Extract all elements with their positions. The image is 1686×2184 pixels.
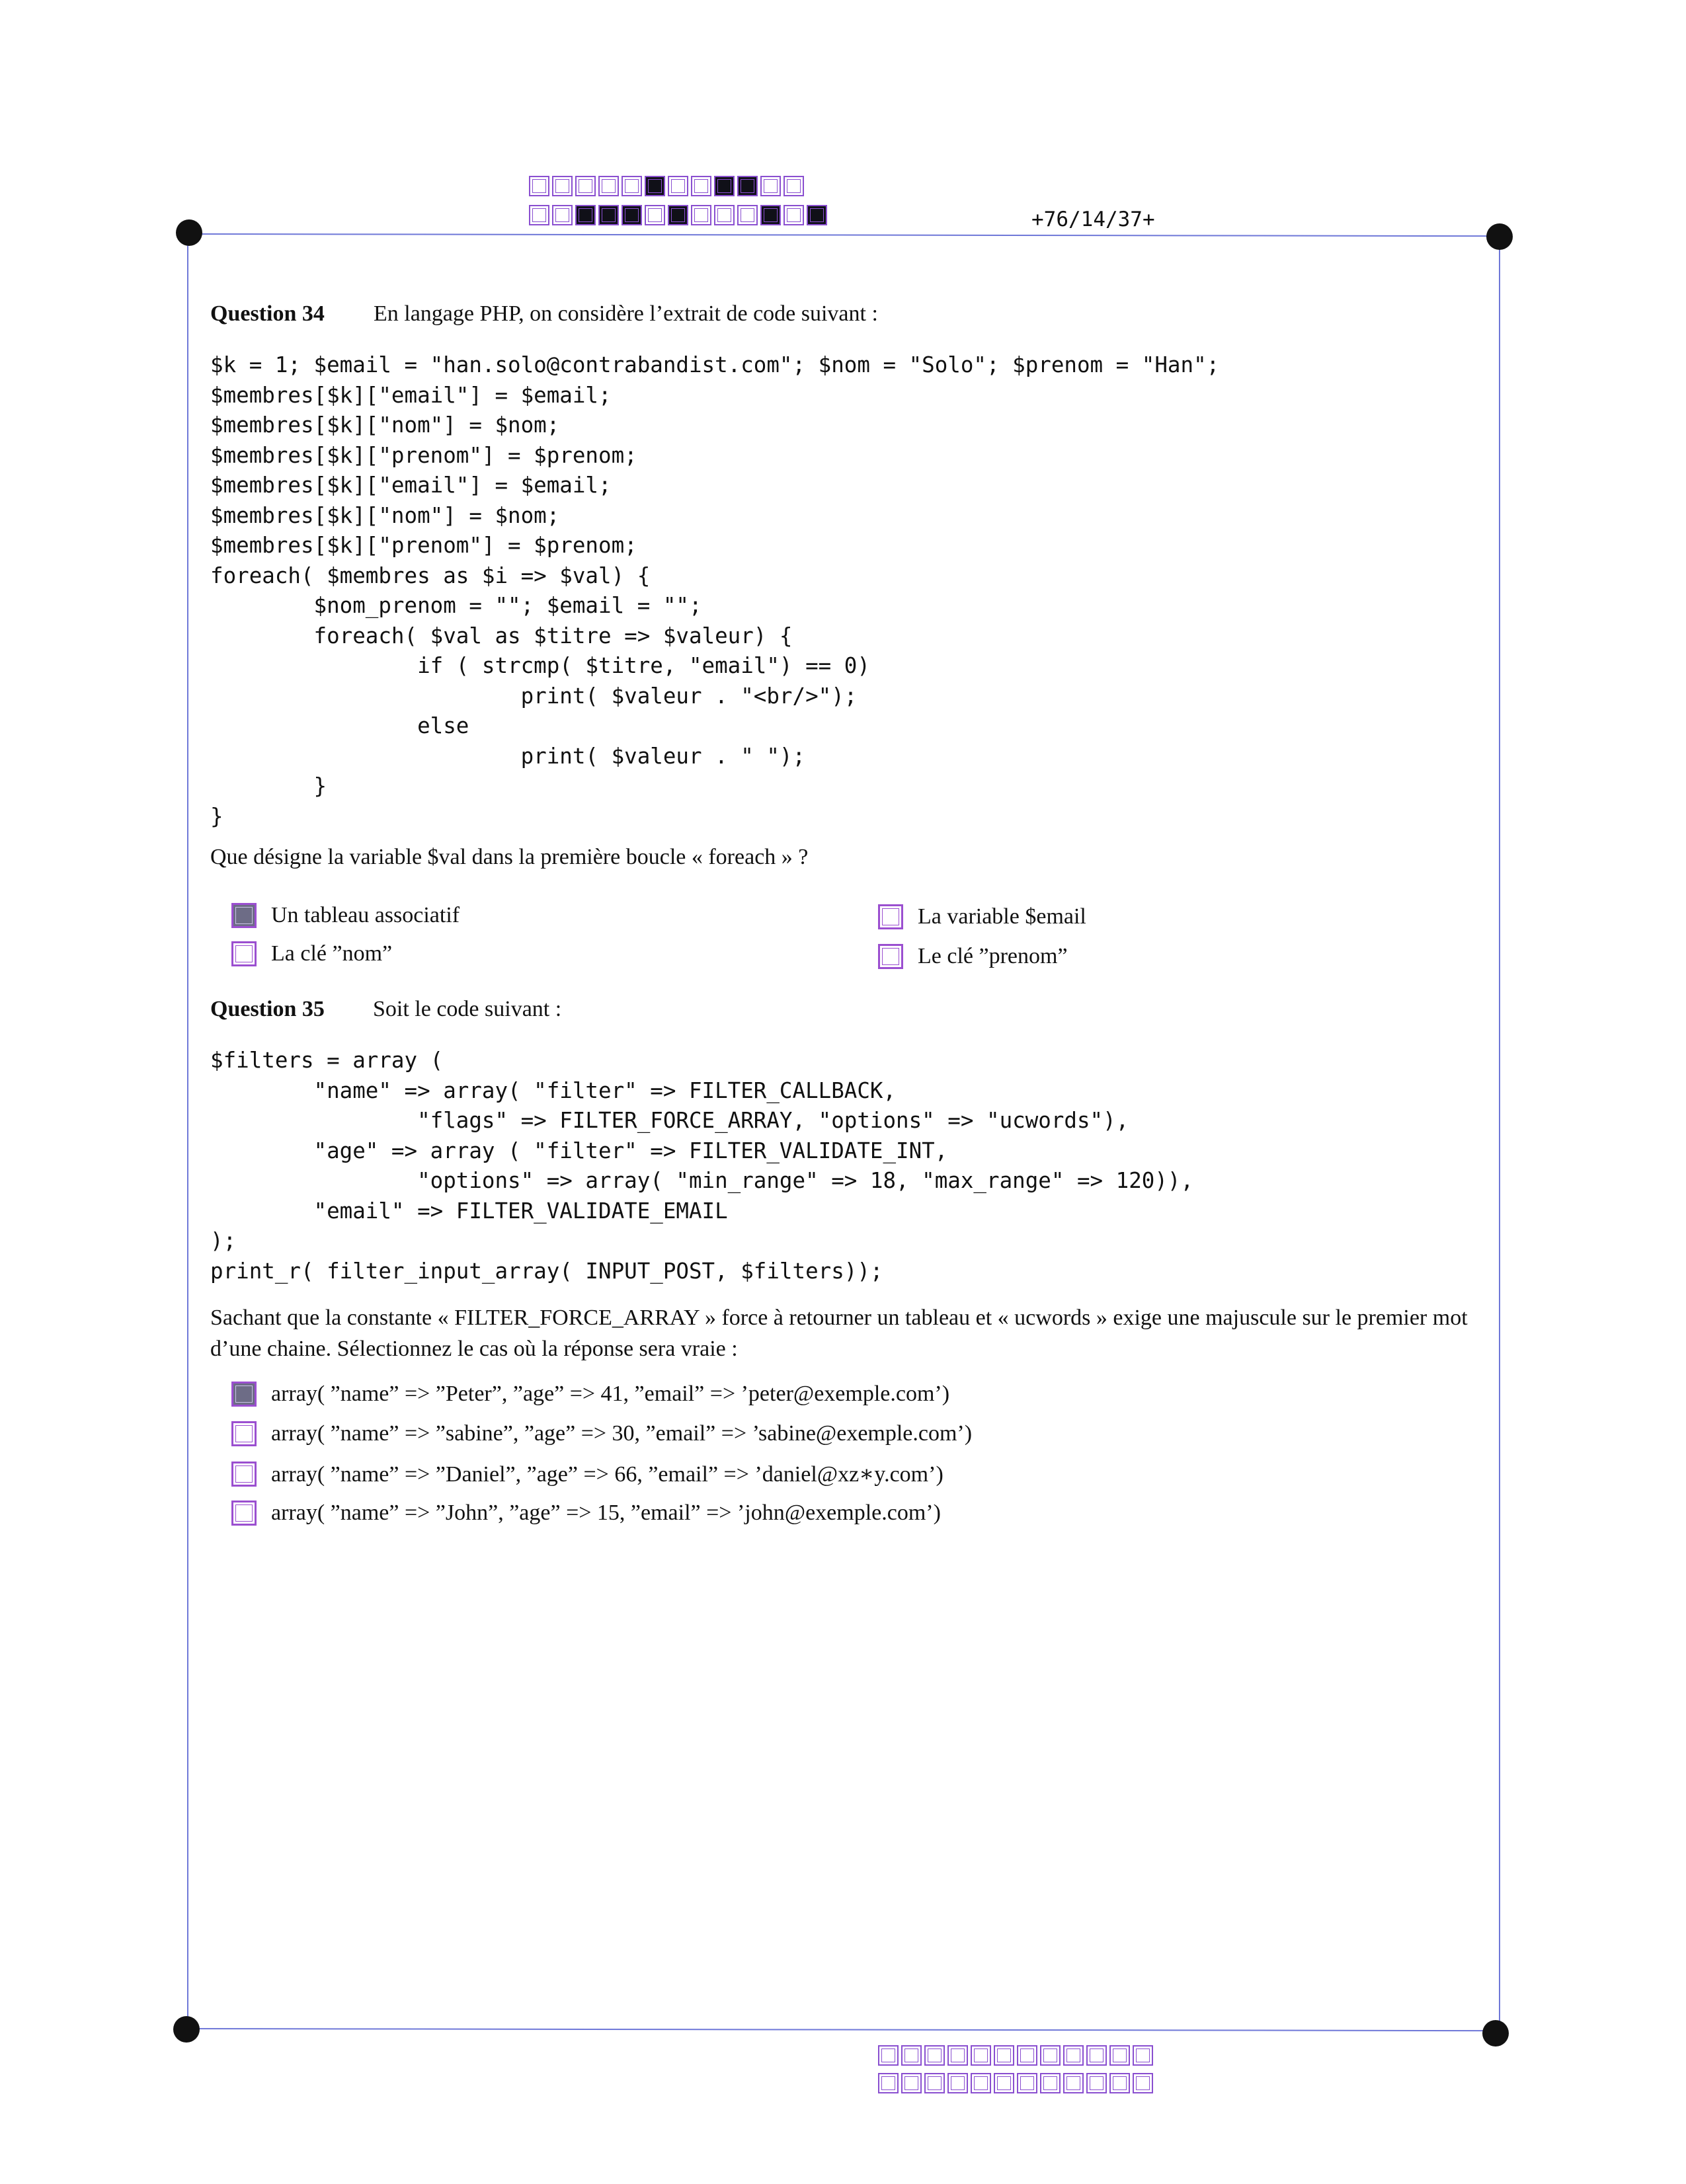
barcode-cell-empty	[994, 2045, 1014, 2066]
barcode-cell-empty	[552, 176, 573, 196]
barcode-cell-empty	[783, 176, 804, 196]
barcode-cell-empty	[947, 2045, 968, 2066]
barcode-cell-empty	[1040, 2073, 1061, 2093]
barcode-cell-empty	[971, 2073, 991, 2093]
barcode-cell-empty	[924, 2073, 945, 2093]
barcode-cell-empty	[901, 2073, 922, 2093]
barcode-cell-empty	[1086, 2045, 1107, 2066]
checkbox-checked[interactable]	[231, 903, 257, 928]
barcode-cell-filled	[575, 205, 596, 225]
barcode-cell-empty	[714, 205, 735, 225]
q35-choice-1[interactable]	[231, 1382, 949, 1407]
barcode-cell-filled	[668, 205, 688, 225]
barcode-cell-empty	[1063, 2073, 1084, 2093]
barcode-bottom-row-1	[878, 2045, 1156, 2066]
barcode-cell-filled	[622, 205, 642, 225]
barcode-cell-empty	[1086, 2073, 1107, 2093]
barcode-cell-empty	[668, 176, 688, 196]
corner-mark-bottom-left	[173, 2016, 200, 2043]
barcode-cell-empty	[737, 205, 758, 225]
q35-choice-2[interactable]	[231, 1421, 972, 1446]
frame-top-border	[188, 233, 1502, 237]
barcode-cell-empty	[760, 176, 781, 196]
barcode-cell-empty	[1040, 2045, 1061, 2066]
barcode-cell-empty	[878, 2073, 899, 2093]
q34-choice-4[interactable]	[878, 944, 1068, 969]
checkbox[interactable]	[231, 1421, 257, 1446]
barcode-cell-empty	[645, 205, 665, 225]
corner-mark-bottom-right	[1482, 2020, 1509, 2047]
barcode-top-row-2	[529, 205, 830, 225]
barcode-cell-empty	[901, 2045, 922, 2066]
barcode-cell-empty	[529, 176, 549, 196]
checkbox[interactable]	[878, 944, 903, 969]
choice-label: array( ”name” => ”John”, ”age” => 15, ”email” => ’john@exemple.com’)	[271, 1501, 941, 1525]
barcode-cell-empty	[971, 2045, 991, 2066]
question-34-intro: En langage PHP, on considère l’extrait de code suivant :	[374, 301, 878, 326]
q34-choice-2[interactable]	[878, 904, 1086, 929]
barcode-cell-filled	[645, 176, 665, 196]
barcode-cell-empty	[994, 2073, 1014, 2093]
barcode-cell-empty	[575, 176, 596, 196]
barcode-bottom-row-2	[878, 2073, 1156, 2093]
barcode-cell-filled	[807, 205, 827, 225]
corner-mark-top-left	[176, 219, 202, 246]
choice-label: array( ”name” => ”sabine”, ”age” => 30, ”email” => ’sabine@exemple.com’)	[271, 1421, 973, 1446]
question-35-code: $filters = array ( "name" => array( "filter" => FILTER_CALLBACK, "flags" => FILTER_FORCE_ARRAY, "options" => "ucwords"), "age" => array ( "filter" => FILTER_VALIDATE_INT, "options" => array( "min_range" => 18, "max_range" => 120)), "email" => FILTER_VALIDATE_EMAIL ); print_r( filter_input_array( INPUT_POST, $filters));	[210, 1048, 1194, 1284]
question-34-label: Question 34	[210, 301, 325, 326]
corner-mark-top-right	[1486, 223, 1513, 250]
checkbox[interactable]	[231, 1462, 257, 1487]
checkbox[interactable]	[231, 1501, 257, 1526]
barcode-cell-filled	[598, 205, 619, 225]
barcode-cell-filled	[760, 205, 781, 225]
frame-right-border	[1499, 237, 1500, 2031]
barcode-cell-empty	[1109, 2073, 1130, 2093]
barcode-cell-empty	[691, 205, 711, 225]
question-35-prompt: Sachant que la constante « FILTER_FORCE_ARRAY » force à retourner un tableau et « ucwords » exige une majuscule sur le premier mot d’une chaine. Sélectionnez le cas où la réponse sera vraie :	[210, 1306, 1468, 1361]
barcode-cell-empty	[878, 2045, 899, 2066]
barcode-cell-empty	[1017, 2045, 1037, 2066]
barcode-cell-empty	[1133, 2045, 1153, 2066]
barcode-cell-empty	[1133, 2073, 1153, 2093]
choice-label: La clé ”nom”	[271, 941, 393, 966]
question-35-label: Question 35	[210, 997, 325, 1021]
barcode-cell-empty	[598, 176, 619, 196]
barcode-cell-empty	[622, 176, 642, 196]
checkbox[interactable]	[231, 941, 257, 966]
page-code: +76/14/37+	[1031, 208, 1155, 231]
frame-left-border	[187, 234, 188, 2028]
q34-choice-1[interactable]	[231, 903, 460, 928]
checkbox[interactable]	[878, 904, 903, 929]
barcode-cell-empty	[1017, 2073, 1037, 2093]
choice-label: La variable $email	[918, 904, 1086, 929]
checkbox-checked[interactable]	[231, 1382, 257, 1407]
barcode-cell-filled	[737, 176, 758, 196]
barcode-cell-empty	[924, 2045, 945, 2066]
choice-label: Un tableau associatif	[271, 903, 460, 927]
q35-choice-3[interactable]	[231, 1461, 943, 1487]
question-34-prompt: Que désigne la variable $val dans la première boucle « foreach » ?	[210, 845, 809, 869]
barcode-cell-empty	[947, 2073, 968, 2093]
barcode-cell-empty	[783, 205, 804, 225]
choice-label: array( ”name” => ”Peter”, ”age” => 41, ”email” => ’peter@exemple.com’)	[271, 1382, 950, 1406]
frame-bottom-border	[185, 2028, 1496, 2031]
barcode-cell-empty	[1063, 2045, 1084, 2066]
choice-label: array( ”name” => ”Daniel”, ”age” => 66, ”email” => ’daniel@xz∗y.com’)	[271, 1462, 943, 1487]
barcode-cell-empty	[1109, 2045, 1130, 2066]
q35-choice-4[interactable]	[231, 1501, 941, 1526]
q34-choice-3[interactable]	[231, 941, 392, 966]
barcode-cell-empty	[552, 205, 573, 225]
choice-label: Le clé ”prenom”	[918, 944, 1068, 968]
barcode-cell-empty	[691, 176, 711, 196]
question-35-intro: Soit le code suivant :	[373, 997, 562, 1021]
barcode-cell-empty	[529, 205, 549, 225]
barcode-cell-filled	[714, 176, 735, 196]
barcode-top-row-1	[529, 176, 807, 196]
question-34-code: $k = 1; $email = "han.solo@contrabandist.com"; $nom = "Solo"; $prenom = "Han"; $membres[$k]["email"] = $email; $membres[$k]["nom"] = $nom; $membres[$k]["prenom"] = $prenom; $membres[$k]["email"] = $email; $membres[$k]["nom"] = $nom; $membres[$k]["prenom"] = $prenom; foreach( $membres as $i => $val) { $nom_prenom = ""; $email = ""; foreach( $val as $titre => $valeur) { if ( strcmp( $titre, "email") == 0) print( $valeur . "<br/>"); else print( $valeur . " "); } }	[210, 352, 1220, 829]
